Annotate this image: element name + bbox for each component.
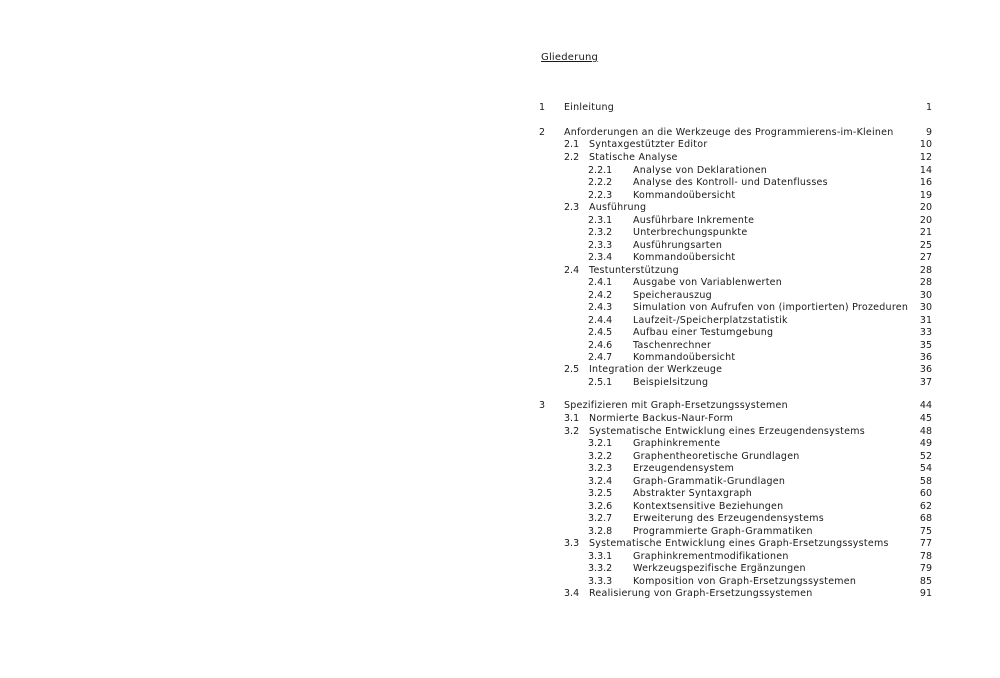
toc-entry-page: 45	[919, 413, 932, 424]
toc-entry-page: 14	[919, 165, 932, 176]
toc-entry-number: 2.1	[564, 139, 580, 150]
toc-entry-number: 3.3.3	[588, 576, 613, 587]
toc-entry-title: Werkzeugspezifische Ergänzungen	[633, 563, 806, 574]
toc-entry-number: 2.4.4	[588, 315, 613, 326]
toc-entry-title: Kommandoübersicht	[633, 190, 736, 201]
toc-entry-title: Graphinkremente	[633, 438, 721, 449]
toc-entry-number: 2.4.3	[588, 302, 613, 313]
toc-entry-number: 2.4.5	[588, 327, 613, 338]
toc-entry-title: Normierte Backus-Naur-Form	[589, 413, 734, 424]
toc-entry-title: Testunterstützung	[589, 265, 679, 276]
toc-entry-page: 12	[919, 152, 932, 163]
toc-entry-number: 2.2	[564, 152, 580, 163]
toc-entry-number: 3.2.1	[588, 438, 613, 449]
toc-entry-number: 3.2.7	[588, 513, 613, 524]
toc-entry-page: 35	[919, 340, 932, 351]
toc-entry-page: 62	[919, 501, 932, 512]
toc-entry-page: 33	[919, 327, 932, 338]
toc-entry-number: 2.2.3	[588, 190, 613, 201]
toc-entry-title: Analyse des Kontroll- und Datenflusses	[633, 177, 828, 188]
toc-entry-page: 79	[919, 563, 932, 574]
toc-entry-number: 2.2.1	[588, 165, 613, 176]
toc-entry-page: 10	[919, 139, 932, 150]
toc-entry-page: 68	[919, 513, 932, 524]
toc-entry-page: 25	[919, 240, 932, 251]
toc-entry-number: 2.2.2	[588, 177, 613, 188]
toc-entry-page: 31	[919, 315, 932, 326]
toc-entry-title: Speicherauszug	[633, 290, 712, 301]
toc-entry-page: 16	[919, 177, 932, 188]
toc-entry-page: 49	[919, 438, 932, 449]
toc-entry-title: Realisierung von Graph-Ersetzungssystemen	[589, 588, 813, 599]
toc-entry-number: 2.3.4	[588, 252, 613, 263]
toc-entry-title: Analyse von Deklarationen	[633, 165, 768, 176]
toc-entry-page: 21	[919, 227, 932, 238]
toc-entry-page: 75	[919, 526, 932, 537]
toc-entry-page: 28	[919, 277, 932, 288]
toc-entry-page: 36	[919, 352, 932, 363]
toc-entry-page: 54	[919, 463, 932, 474]
toc-entry-title: Statische Analyse	[589, 152, 678, 163]
toc-entry-page: 27	[919, 252, 932, 263]
toc-entry-page: 91	[919, 588, 932, 599]
toc-entry-page: 36	[919, 364, 932, 375]
toc-entry-page: 37	[919, 377, 932, 388]
toc-entry-title: Taschenrechner	[633, 340, 712, 351]
toc-entry-title: Ausführungsarten	[633, 240, 723, 251]
toc-entry-page: 20	[919, 215, 932, 226]
toc-entry-page: 48	[919, 426, 932, 437]
toc-entry-title: Kommandoübersicht	[633, 252, 736, 263]
toc-entry-title: Abstrakter Syntaxgraph	[633, 488, 753, 499]
toc-title: Gliederung	[541, 52, 599, 63]
toc-entry-number: 3.3.2	[588, 563, 613, 574]
toc-entry-number: 3.3	[564, 538, 580, 549]
toc-entry-title: Ausführung	[589, 202, 647, 213]
toc-entry-title: Beispielsitzung	[633, 377, 709, 388]
toc-entry-title: Ausführbare Inkremente	[633, 215, 755, 226]
toc-entry-title: Programmierte Graph-Grammatiken	[633, 526, 813, 537]
toc-entry-number: 3.2.6	[588, 501, 613, 512]
toc-entry-number: 3.2	[564, 426, 580, 437]
toc-entry-page: 58	[919, 476, 932, 487]
toc-entry-page: 9	[925, 127, 932, 138]
toc-entry-number: 2.4.6	[588, 340, 613, 351]
toc-entry-number: 2.4	[564, 265, 580, 276]
toc-entry-title: Laufzeit-/Speicherplatzstatistik	[633, 315, 788, 326]
toc-entry-title: Systematische Entwicklung eines Graph-Ersetzungssystems	[589, 538, 889, 549]
toc-entry-title: Simulation von Aufrufen von (importierten) Prozeduren	[633, 302, 909, 313]
toc-entry-number: 3	[539, 400, 546, 411]
toc-entry-title: Einleitung	[564, 102, 615, 113]
toc-entry-page: 28	[919, 265, 932, 276]
toc-entry-number: 3.3.1	[588, 551, 613, 562]
toc-entry-page: 1	[925, 102, 932, 113]
toc-entry-page: 85	[919, 576, 932, 587]
toc-entry-title: Syntaxgestützter Editor	[589, 139, 708, 150]
toc-entry-title: Ausgabe von Variablenwerten	[633, 277, 783, 288]
toc-entry-number: 3.2.3	[588, 463, 613, 474]
toc-entry-page: 44	[919, 400, 932, 411]
toc-entry-number: 2.4.2	[588, 290, 613, 301]
toc-entry-number: 2.5.1	[588, 377, 613, 388]
toc-entry-page: 30	[919, 302, 932, 313]
toc-entry-page: 19	[919, 190, 932, 201]
toc-entry-number: 2	[539, 127, 546, 138]
toc-entry-number: 3.2.5	[588, 488, 613, 499]
toc-entry-title: Kontextsensitive Beziehungen	[633, 501, 784, 512]
toc-entry-number: 2.3.2	[588, 227, 613, 238]
toc-entry-number: 3.2.2	[588, 451, 613, 462]
toc-entry-title: Komposition von Graph-Ersetzungssystemen	[633, 576, 857, 587]
toc-entry-title: Aufbau einer Testumgebung	[633, 327, 774, 338]
toc-entry-title: Unterbrechungspunkte	[633, 227, 748, 238]
toc-entry-title: Anforderungen an die Werkzeuge des Programmierens-im-Kleinen	[564, 127, 894, 138]
toc-entry-number: 2.4.7	[588, 352, 613, 363]
toc-entry-page: 30	[919, 290, 932, 301]
toc-entry-title: Erweiterung des Erzeugendensystems	[633, 513, 824, 524]
toc-entry-number: 2.3.1	[588, 215, 613, 226]
toc-entry-title: Spezifizieren mit Graph-Ersetzungssystemen	[564, 400, 788, 411]
toc-entry-number: 3.4	[564, 588, 580, 599]
toc-entry-number: 3.2.4	[588, 476, 613, 487]
toc-entry-page: 78	[919, 551, 932, 562]
toc-entry-title: Systematische Entwicklung eines Erzeugendensystems	[589, 426, 865, 437]
toc-entry-page: 60	[919, 488, 932, 499]
toc-entry-title: Graph-Grammatik-Grundlagen	[633, 476, 786, 487]
toc-entry-number: 2.4.1	[588, 277, 613, 288]
toc-entry-page: 20	[919, 202, 932, 213]
toc-entry-number: 3.2.8	[588, 526, 613, 537]
toc-entry-title: Graphentheoretische Grundlagen	[633, 451, 800, 462]
toc-entry-title: Kommandoübersicht	[633, 352, 736, 363]
toc-entry-page: 77	[919, 538, 932, 549]
toc-entry-title: Integration der Werkzeuge	[589, 364, 723, 375]
toc-entry-number: 2.3.3	[588, 240, 613, 251]
toc-entry-number: 2.5	[564, 364, 580, 375]
toc-entry-number: 1	[539, 102, 546, 113]
toc-entry-number: 2.3	[564, 202, 580, 213]
toc-entry-page: 52	[919, 451, 932, 462]
toc-entry-title: Erzeugendensystem	[633, 463, 735, 474]
toc-entry-number: 3.1	[564, 413, 580, 424]
toc-entry-title: Graphinkrementmodifikationen	[633, 551, 789, 562]
